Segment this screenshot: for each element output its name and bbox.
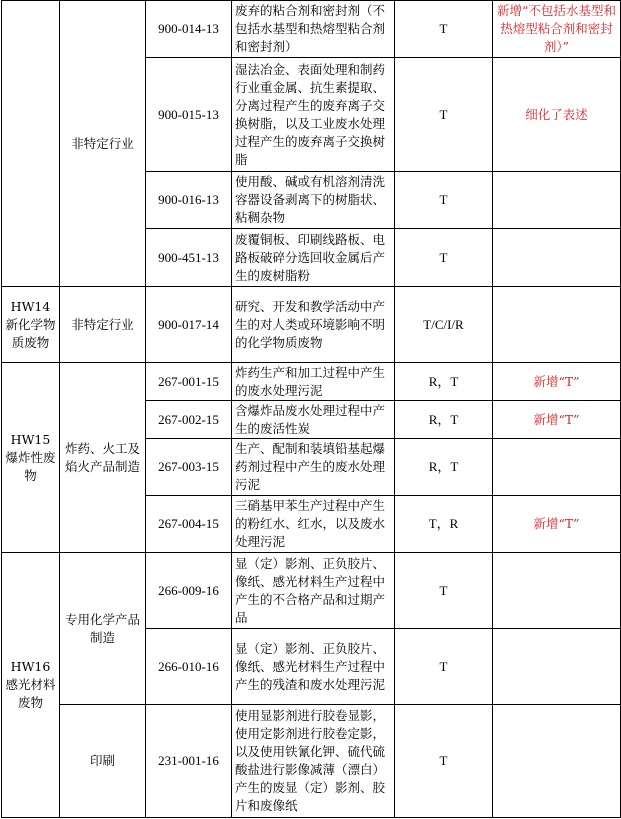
waste-description: 使用显影剂进行胶卷显影，使用定影剂进行胶卷定影，以及使用铁氰化钾、硫代硫酸盐进行影像减薄（漂白）产生的废显（定）影剂、胶片和废像纸	[232, 705, 395, 818]
table-row	[2, 553, 621, 629]
waste-code: 900-016-13	[146, 172, 232, 229]
waste-description: 废弃的粘合剂和密封剂（不包括水基型和热熔型粘合剂和密封剂）	[232, 1, 395, 58]
waste-code: 267-002-15	[146, 401, 232, 439]
category-cell: HW15 爆炸性废物	[2, 363, 60, 553]
waste-description: 生产、配制和装填铅基起爆药剂过程中产生的废水处理污泥	[232, 439, 395, 496]
industry-cell: 专用化学产品制造	[60, 553, 146, 705]
waste-code: 900-451-13	[146, 229, 232, 287]
hazard-characteristic: T	[395, 58, 493, 172]
waste-code: 267-004-15	[146, 496, 232, 553]
category-cell: HW16 感光材料废物	[2, 553, 60, 818]
change-note: 新增“T”	[493, 401, 621, 439]
change-note	[493, 629, 621, 705]
change-note: 新增“不包括水基型和热熔型粘合剂和密封剂）”	[493, 1, 621, 58]
waste-description: 含爆炸品废水处理过程中产生的废活性炭	[232, 401, 395, 439]
change-note	[493, 287, 621, 363]
waste-description: 湿法冶金、表面处理和制药行业重金属、抗生素提取、分离过程产生的废弃离子交换树脂，以及工业废水处理过程产生的废弃离子交换树脂	[232, 58, 395, 172]
hazard-characteristic: T，R	[395, 496, 493, 553]
industry-cell: 非特定行业	[60, 287, 146, 363]
change-note: 细化了表述	[493, 58, 621, 172]
waste-description: 废覆铜板、印刷线路板、电路板破碎分选回收金属后产生的废树脂粉	[232, 229, 395, 287]
hazard-characteristic: T	[395, 553, 493, 629]
hazardous-waste-table	[1, 0, 621, 818]
change-note	[493, 439, 621, 496]
waste-description: 研究、开发和教学活动中产生的对人类或环境影响不明的化学物质废物	[232, 287, 395, 363]
category-cell: HW14 新化学物质废物	[2, 287, 60, 363]
change-note	[493, 229, 621, 287]
waste-code: 900-014-13	[146, 1, 232, 58]
waste-description: 炸药生产和加工过程中产生的废水处理污泥	[232, 363, 395, 401]
change-note	[493, 705, 621, 818]
waste-code: 900-015-13	[146, 58, 232, 172]
waste-code: 900-017-14	[146, 287, 232, 363]
industry-cell: 炸药、火工及焰火产品制造	[60, 363, 146, 553]
waste-description: 显（定）影剂、正负胶片、像纸、感光材料生产过程中产生的残渣和废水处理污泥	[232, 629, 395, 705]
waste-code: 267-003-15	[146, 439, 232, 496]
hazard-characteristic: T	[395, 229, 493, 287]
waste-description: 使用酸、碱或有机溶剂清洗容器设备剥离下的树脂状、粘稠杂物	[232, 172, 395, 229]
hazard-characteristic: T/C/I/R	[395, 287, 493, 363]
industry-cell: 非特定行业	[60, 1, 146, 287]
waste-code: 266-009-16	[146, 553, 232, 629]
change-note: 新增“T”	[493, 363, 621, 401]
table-row	[2, 1, 621, 58]
category-cell-continued	[2, 1, 60, 287]
hazard-characteristic: R，T	[395, 439, 493, 496]
change-note: 新增“T”	[493, 496, 621, 553]
industry-cell: 印刷	[60, 705, 146, 818]
change-note	[493, 553, 621, 629]
hazard-characteristic: T	[395, 629, 493, 705]
waste-code: 231-001-16	[146, 705, 232, 818]
waste-code: 266-010-16	[146, 629, 232, 705]
table-row	[2, 363, 621, 401]
table-row	[2, 287, 621, 363]
hazard-characteristic: R，T	[395, 363, 493, 401]
hazard-characteristic: T	[395, 705, 493, 818]
hazard-characteristic: T	[395, 172, 493, 229]
hazard-characteristic: R，T	[395, 401, 493, 439]
waste-code: 267-001-15	[146, 363, 232, 401]
table-row	[2, 705, 621, 818]
hazard-characteristic: T	[395, 1, 493, 58]
change-note	[493, 172, 621, 229]
waste-description: 三硝基甲苯生产过程中产生的粉红水、红水，以及废水处理污泥	[232, 496, 395, 553]
waste-description: 显（定）影剂、正负胶片、像纸、感光材料生产过程中产生的不合格产品和过期产品	[232, 553, 395, 629]
